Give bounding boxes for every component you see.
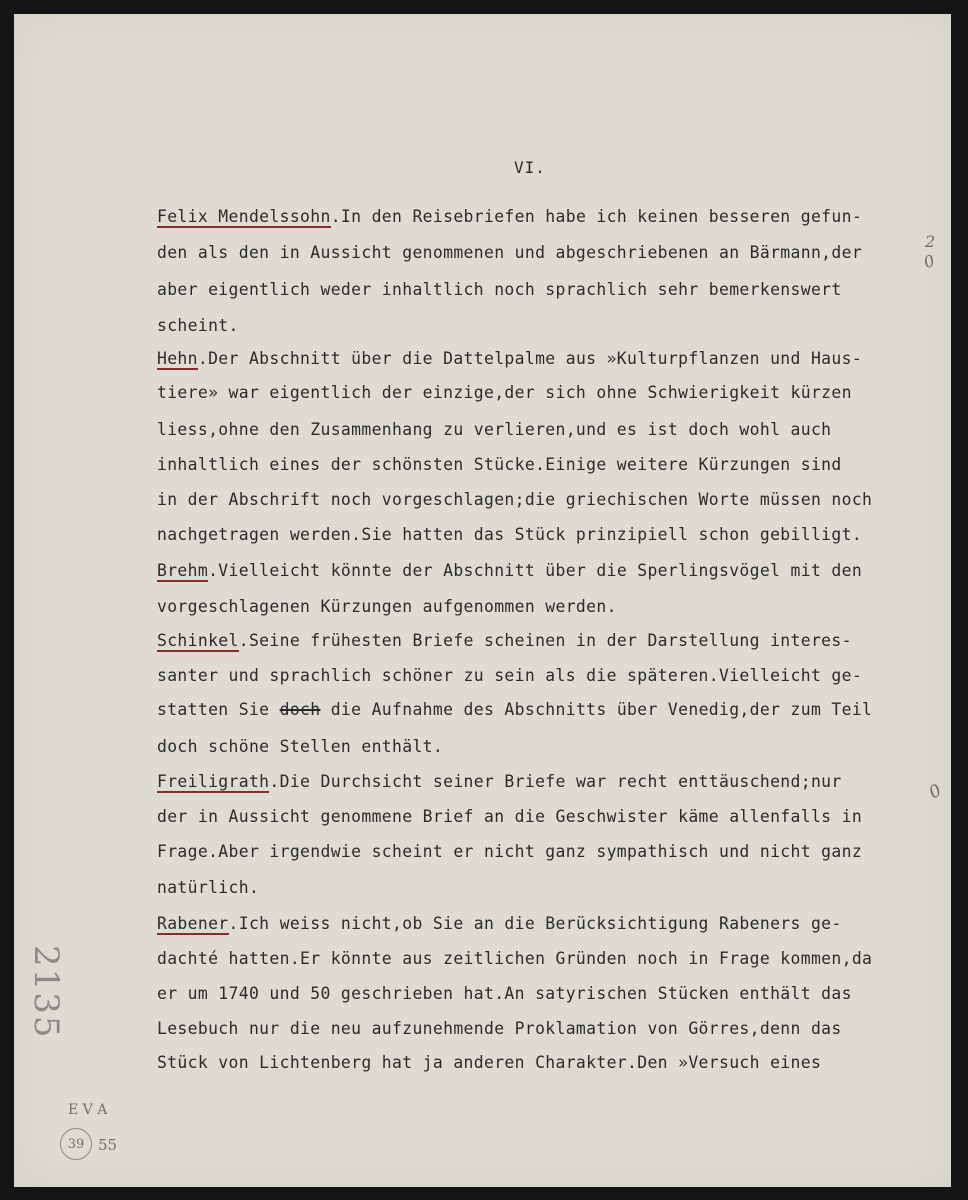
text-line xyxy=(157,984,852,1004)
text-line xyxy=(157,1019,842,1039)
line-text: nachgetragen werden.Sie hatten das Stück prinzipiell schon gebilligt. xyxy=(157,525,863,544)
line-text: vorgeschlagenen Kürzungen aufgenommen werden. xyxy=(157,597,617,616)
archive-circle-label: 39 xyxy=(67,1136,85,1152)
text-line xyxy=(157,455,842,475)
text-line xyxy=(157,349,862,369)
line-text: santer und sprachlich schöner zu sein als die späteren.Vielleicht ge- xyxy=(157,666,863,685)
text-line xyxy=(157,316,239,336)
text-line xyxy=(157,243,862,263)
text-line xyxy=(157,807,862,827)
text-line xyxy=(157,772,842,792)
archive-code: E V A xyxy=(68,1102,108,1118)
section-author-name: Brehm xyxy=(157,561,209,580)
page-heading: VI. xyxy=(514,158,546,177)
line-text: den als den in Aussicht genommenen und abgeschriebenen an Bärmann,der xyxy=(157,243,863,262)
text-line xyxy=(157,280,842,300)
section-author-name: Schinkel xyxy=(157,631,239,650)
line-text: der in Aussicht genommene Brief an die Geschwister käme allenfalls in xyxy=(157,807,863,826)
line-text-continued: .Die Durchsicht seiner Briefe war recht enttäuschend;nur xyxy=(269,772,842,791)
text-line xyxy=(157,914,842,934)
line-text: liess,ohne den Zusammenhang zu verlieren,und es ist doch wohl auch xyxy=(157,420,832,439)
line-text: in der Abschrift noch vorgeschlagen;die griechischen Worte müssen noch xyxy=(157,490,873,509)
line-text: Stück von Lichtenberg hat ja anderen Charakter.Den »Versuch eines xyxy=(157,1053,822,1072)
text-line xyxy=(157,597,617,617)
line-text: Lesebuch nur die neu aufzunehmende Proklamation von Görres,denn das xyxy=(157,1019,842,1038)
line-text-continued: .Seine frühesten Briefe scheinen in der Darstellung interes- xyxy=(238,631,852,650)
line-text-continued: .Ich weiss nicht,ob Sie an die Berücksichtigung Rabeners ge- xyxy=(228,914,842,933)
line-text: natürlich. xyxy=(157,878,260,897)
text-line xyxy=(157,700,872,720)
side-number-annotation: 2135 xyxy=(26,945,66,1040)
section-author-name: Felix Mendelssohn xyxy=(157,207,331,226)
line-text-continued: .Der Abschnitt über die Dattelpalme aus »Kulturpflanzen und Haus- xyxy=(197,349,863,368)
archive-circle-number xyxy=(60,1128,92,1160)
text-line xyxy=(157,949,872,969)
line-text: inhaltlich eines der schönsten Stücke.Einige weitere Kürzungen sind xyxy=(157,455,842,474)
text-line xyxy=(157,631,852,651)
text-line xyxy=(157,207,862,227)
text-line xyxy=(157,420,831,440)
line-text: statten Sie xyxy=(157,700,280,719)
line-text-continued: .Vielleicht könnte der Abschnitt über die Sperlingsvögel mit den xyxy=(208,561,863,580)
text-line xyxy=(157,878,259,898)
text-line xyxy=(157,383,852,403)
line-text: dachté hatten.Er könnte aus zeitlichen Gründen noch in Frage kommen,da xyxy=(157,949,873,968)
struck-word: doch xyxy=(279,700,321,719)
section-author-name: Rabener xyxy=(157,914,229,933)
text-line xyxy=(157,525,862,545)
margin-note-zero-1: 0 xyxy=(921,250,938,273)
section-author-name: Hehn xyxy=(157,349,198,368)
line-text: Frage.Aber irgendwie scheint er nicht ganz sympathisch und nicht ganz xyxy=(157,842,863,861)
line-text-continued: die Aufnahme des Abschnitts über Venedig,der zum Teil xyxy=(320,700,873,719)
text-line xyxy=(157,490,872,510)
margin-note-top: 2 xyxy=(925,232,936,251)
margin-note-zero-2: 0 xyxy=(925,780,946,804)
text-line xyxy=(157,561,862,581)
line-text: aber eigentlich weder inhaltlich noch sprachlich sehr bemerkenswert xyxy=(157,280,842,299)
line-text-continued: .In den Reisebriefen habe ich keinen besseren gefun- xyxy=(330,207,863,226)
text-line xyxy=(157,737,443,757)
section-author-name: Freiligrath xyxy=(157,772,270,791)
line-text: scheint. xyxy=(157,316,239,335)
text-line xyxy=(157,1053,821,1073)
text-line xyxy=(157,842,862,862)
line-text: er um 1740 und 50 geschrieben hat.An satyrischen Stücken enthält das xyxy=(157,984,852,1003)
line-text: tiere» war eigentlich der einzige,der sich ohne Schwierigkeit kürzen xyxy=(157,383,852,402)
text-line xyxy=(157,666,862,686)
line-text: doch schöne Stellen enthält. xyxy=(157,737,444,756)
folio-number: 55 xyxy=(98,1136,118,1154)
